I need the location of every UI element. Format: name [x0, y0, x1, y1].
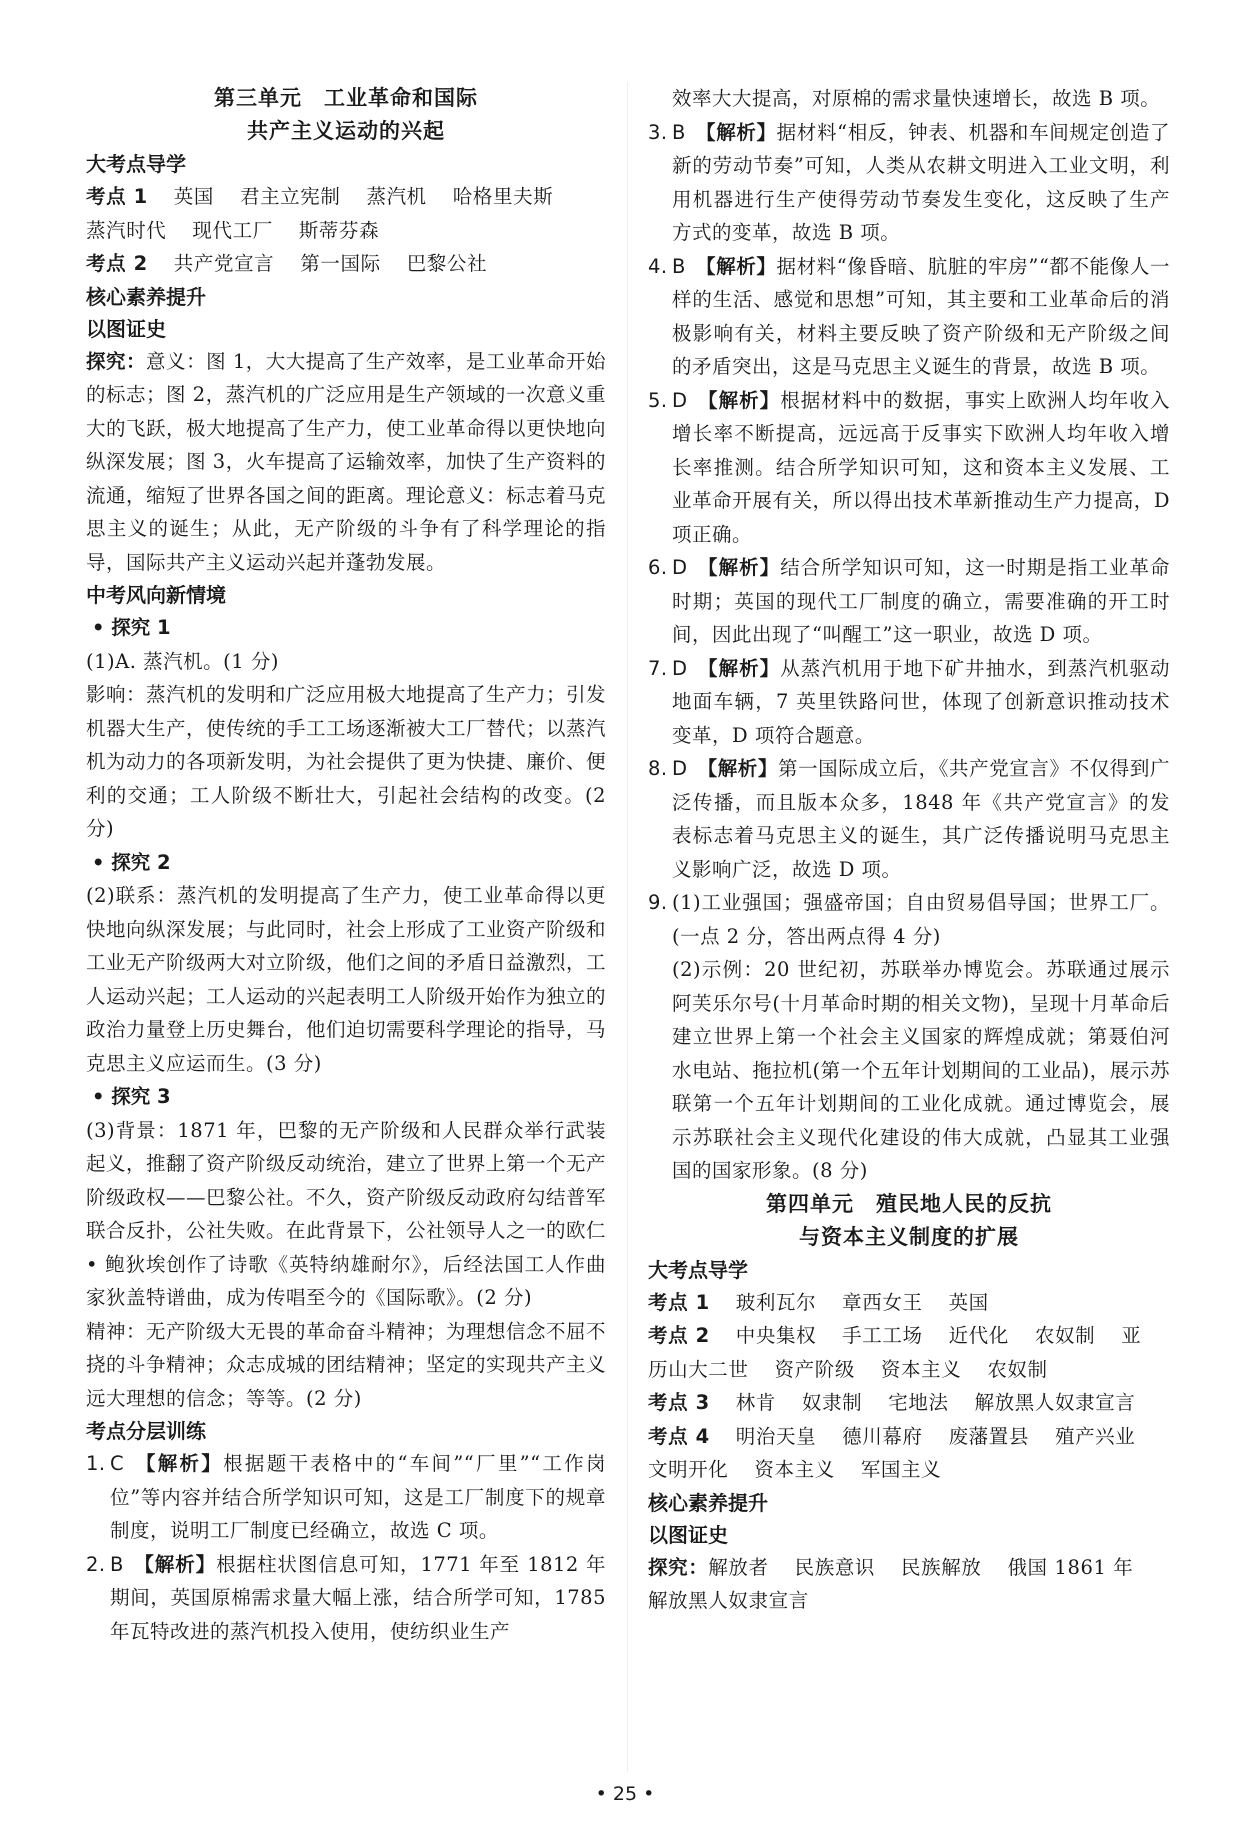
keyword: 宅地法 — [888, 1391, 949, 1414]
section-heading: 以图证史 — [648, 1522, 728, 1547]
keyword: 亚 — [1121, 1324, 1142, 1347]
right-column — [648, 82, 1170, 1618]
question-number: 9. — [648, 891, 668, 914]
answer-letter: D — [672, 556, 688, 579]
keyword: 明治天皇 — [735, 1424, 817, 1448]
keypoint-1 — [648, 1286, 1170, 1320]
section-heading: 大考点导学 — [648, 1257, 748, 1282]
analysis-tag: 【解析】 — [697, 757, 778, 780]
question-number: 4. — [648, 254, 668, 278]
keyword: 蒸汽时代 — [86, 218, 167, 242]
analysis-text: 根据材料中的数据，事实上欧洲人均年收入增长率不断提高，远远高于反事实下欧洲人均年收入增长率推测。结合所学知识可知，这和资本主义发展、工业革命开展有关，所以得出技术革新推动生产力提高，D 项正确。 — [672, 388, 1170, 546]
explore-3-heading: • 探究 3 — [92, 1085, 171, 1108]
answer-text: (2)示例：20 世纪初，苏联举办博览会。苏联通过展示阿芙乐尔号(十月革命时期的相关文物)，呈现十月革命后建立世界上第一个社会主义国家的辉煌成就；第聂伯河水电站、拖拉机(第一个五年计划期间的工业品)，展示苏联第一个五年计划期间的工业化成就。通过博览会，展示苏联社会主义现代化建设的伟大成就，凸显其工业强国的国家形象。(8 分) — [672, 958, 1170, 1182]
explore-2-heading: • 探究 2 — [92, 850, 171, 874]
keyword: 共产党宣言 — [173, 252, 275, 275]
keyword: 近代化 — [948, 1324, 1009, 1347]
question-number: 8. — [648, 757, 668, 780]
keyword: 废藩置县 — [948, 1424, 1029, 1448]
question-2 — [86, 1548, 606, 1649]
analysis-text: 据材料“像昏暗、肮脏的牢房”“都不能像人一样的生活、感觉和思想”可知，其主要和工业革命后的消极影响有关，材料主要反映了资产阶级和无产阶级之间的矛盾突出，这是马克思主义诞生的背景，故选 B 项。 — [672, 254, 1170, 378]
keypoint-2 — [648, 1319, 1170, 1353]
keyword: 军国主义 — [860, 1458, 942, 1481]
column-divider — [627, 82, 628, 1772]
analysis-tag: 【解析】 — [695, 254, 777, 278]
indent — [648, 953, 672, 1188]
keypoint-label: 考点 2 — [648, 1324, 710, 1347]
left-column — [86, 82, 606, 1648]
explore-1-heading: • 探究 1 — [92, 616, 171, 639]
paragraph: (2)联系：蒸汽机的发明提高了生产力，使工业革命得以更快地向纵深发展；与此同时，社会上形成了工业资产阶级和工业无产阶级两大对立阶级，他们之间的矛盾日益激烈，工人运动兴起；工人运动的兴起表明工人阶级开始作为独立的政治力量登上历史舞台，他们迫切需要科学理论的指导，马克思主义应运而生。(3 分) — [86, 884, 607, 1075]
section-heading: 大考点导学 — [86, 152, 186, 176]
question-7 — [648, 652, 1170, 753]
question-8 — [648, 752, 1170, 886]
analysis-tag: 【解析】 — [697, 556, 781, 579]
keyword: 斯蒂芬森 — [298, 218, 380, 242]
answer-letter: B — [672, 120, 686, 144]
keyword: 文明开化 — [648, 1458, 729, 1481]
keypoint-label: 考点 4 — [648, 1424, 710, 1448]
question-number: 3. — [648, 120, 668, 144]
section-heading: 考点分层训练 — [86, 1419, 206, 1443]
keypoint-4-cont — [648, 1453, 1170, 1487]
keyword: 章西女王 — [842, 1290, 923, 1314]
explore-label: 探究： — [648, 1555, 709, 1579]
page-number: • 25 • — [595, 1783, 655, 1805]
keypoint-label: 考点 2 — [86, 252, 148, 275]
analysis-tag: 【解析】 — [697, 388, 781, 412]
keyword: 资产阶级 — [774, 1357, 855, 1381]
analysis-text: 结合所学知识可知，这一时期是指工业革命时期；英国的现代工厂制度的确立，需要准确的开工时间，因此出现了“叫醒工”这一职业，故选 D 项。 — [672, 556, 1170, 646]
keypoint-label: 考点 1 — [86, 185, 148, 208]
keyword: 玻利瓦尔 — [735, 1290, 817, 1314]
keypoint-2 — [86, 247, 606, 281]
analysis-text: 从蒸汽机用于地下矿井抽水，到蒸汽机驱动地面车辆，7 英里铁路问世，体现了创新意识推动技术变革，D 项符合题意。 — [672, 656, 1170, 747]
analysis-text: 第一国际成立后，《共产党宣言》不仅得到广泛传播，而且版本众多，1848 年《共产党宣言》的发表标志着马克思主义的诞生，其广泛传播说明马克思主义影响广泛，故选 D 项。 — [672, 757, 1170, 881]
keypoint-label: 考点 3 — [648, 1391, 710, 1414]
question-9 — [648, 886, 1170, 953]
paragraph: (3)背景：1871 年，巴黎的无产阶级和人民群众举行武装起义，推翻了资产阶级反动统治，建立了世界上第一个无产阶级政权——巴黎公社。不久，资产阶级反动政府勾结普军联合反扑，公社失败。在此背景下，公社领导人之一的欧仁 • 鲍狄埃创作了诗歌《英特纳雄耐尔》，后经法国工人作曲家狄盖特谱曲，成为传唱至今的《国际歌》。(2 分) — [86, 1118, 607, 1309]
answer-letter: C — [110, 1452, 125, 1475]
question-6 — [648, 551, 1170, 652]
paragraph: 精神：无产阶级大无畏的革命奋斗精神；为理想信念不屈不挠的斗争精神；众志成城的团结精神；坚定的实现共产主义远大理想的信念；等等。(2 分) — [86, 1319, 607, 1410]
keyword: 英国 — [173, 185, 214, 208]
keyword: 解放者 — [708, 1555, 769, 1579]
keypoint-1 — [86, 180, 606, 214]
section-heading: 中考风向新情境 — [86, 583, 226, 607]
keyword: 解放黑人奴隶宣言 — [974, 1391, 1136, 1414]
keyword: 资本主义 — [754, 1458, 835, 1481]
question-1 — [86, 1447, 606, 1548]
keyword: 现代工厂 — [192, 218, 273, 242]
keypoint-label: 考点 1 — [648, 1290, 710, 1314]
explore-paragraph — [86, 345, 606, 580]
question-number: 2. — [86, 1552, 106, 1576]
unit-4-title-line-2: 与资本主义制度的扩展 — [799, 1224, 1019, 1249]
answer-letter: B — [110, 1552, 124, 1576]
question-2-continued — [648, 82, 1170, 116]
keyword: 俄国 1861 年 — [1007, 1555, 1134, 1579]
answer-letter: D — [672, 656, 688, 680]
answer-text: (1)工业强国；强盛帝国；自由贸易倡导国；世界工厂。(一点 2 分，答出两点得 4 分) — [672, 891, 1170, 948]
section-heading: 核心素养提升 — [86, 284, 206, 309]
keyword: 民族意识 — [794, 1555, 876, 1579]
keyword: 历山大二世 — [648, 1357, 749, 1381]
question-4 — [648, 250, 1170, 384]
indent — [648, 82, 672, 116]
answer-letter: D — [672, 388, 688, 412]
explore-label: 探究： — [86, 349, 147, 373]
question-9-part-2 — [648, 953, 1170, 1188]
keypoint-3 — [648, 1386, 1170, 1420]
analysis-tag: 【解析】 — [697, 656, 781, 680]
unit-3-title-line-2: 共产主义运动的兴起 — [247, 119, 445, 143]
keyword: 君主立宪制 — [239, 185, 341, 208]
answer-letter: D — [672, 757, 688, 780]
analysis-text: 根据柱状图信息可知，1771 年至 1812 年期间，英国原棉需求量大幅上涨，结合所学可知，1785 年瓦特改进的蒸汽机投入使用，使纺织业生产 — [110, 1552, 606, 1643]
section-heading: 核心素养提升 — [648, 1490, 768, 1515]
analysis-text: 据材料“相反，钟表、机器和车间规定创造了新的劳动节奏”可知，人类从农耕文明进入工业文明，利用机器进行生产使得劳动节奏发生变化，这反映了生产方式的变革，故选 B 项。 — [672, 120, 1170, 244]
keypoint-2-cont — [648, 1353, 1170, 1387]
analysis-tag: 【解析】 — [134, 1452, 224, 1475]
question-number: 6. — [648, 556, 668, 579]
keypoint-1-cont — [86, 214, 606, 248]
analysis-text: 效率大大提高，对原棉的需求量快速增长，故选 B 项。 — [672, 87, 1161, 110]
unit-3-title-line-1: 第三单元 工业革命和国际 — [214, 86, 478, 110]
keyword: 农奴制 — [987, 1357, 1048, 1381]
explore-text: 意义：图 1，大大提高了生产效率，是工业革命开始的标志；图 2，蒸汽机的广泛应用是生产领域的一次意义重大的飞跃，极大地提高了生产力，使工业革命得以更快地向纵深发展；图 3，火车提高了运输效率，加快了生产资料的流通，缩短了世界各国之间的距离。理论意义：标志着马克思主义的诞生；从此，无产阶级的斗争有了科学理论的指导，国际共产主义运动兴起并蓬勃发展。 — [86, 349, 607, 574]
keyword: 德川幕府 — [842, 1424, 923, 1448]
question-5 — [648, 384, 1170, 552]
keyword: 巴黎公社 — [406, 252, 488, 275]
explore-line — [648, 1551, 1170, 1585]
keyword: 殖产兴业 — [1054, 1424, 1136, 1448]
keyword: 英国 — [948, 1290, 989, 1314]
keyword: 蒸汽机 — [366, 185, 427, 208]
question-number: 5. — [648, 388, 668, 412]
analysis-text: 根据题干表格中的“车间”“厂里”“工作岗位”等内容并结合所学知识可知，这是工厂制度下的规章制度，说明工厂制度已经确立，故选 C 项。 — [110, 1452, 606, 1542]
analysis-tag: 【解析】 — [133, 1552, 217, 1576]
section-heading: 以图证史 — [86, 316, 166, 341]
unit-4-title-line-1: 第四单元 殖民地人民的反抗 — [766, 1191, 1052, 1216]
keyword: 农奴制 — [1034, 1324, 1096, 1347]
keyword: 奴隶制 — [801, 1391, 863, 1414]
keyword: 第一国际 — [300, 252, 381, 275]
keyword: 哈格里夫斯 — [452, 185, 554, 208]
question-number: 1. — [86, 1452, 106, 1475]
question-number: 7. — [648, 656, 668, 680]
answer-letter: B — [672, 254, 686, 278]
paragraph: (1)A. 蒸汽机。(1 分) — [86, 649, 279, 673]
analysis-tag: 【解析】 — [695, 120, 777, 144]
keyword: 手工工场 — [842, 1324, 923, 1347]
keyword: 林肯 — [735, 1391, 776, 1414]
explore-line-cont: 解放黑人奴隶宣言 — [648, 1589, 809, 1612]
question-3 — [648, 116, 1170, 250]
keyword: 民族解放 — [901, 1555, 982, 1579]
keyword: 中央集权 — [735, 1324, 817, 1347]
keyword: 资本主义 — [880, 1357, 962, 1381]
keypoint-4 — [648, 1420, 1170, 1454]
paragraph: 影响：蒸汽机的发明和广泛应用极大地提高了生产力；引发机器大生产，使传统的手工工场逐渐被大工厂替代；以蒸汽机为动力的各项新发明，为社会提供了更为快捷、廉价、便利的交通；工人阶级不断壮大，引起社会结构的改变。(2 分) — [86, 683, 607, 840]
